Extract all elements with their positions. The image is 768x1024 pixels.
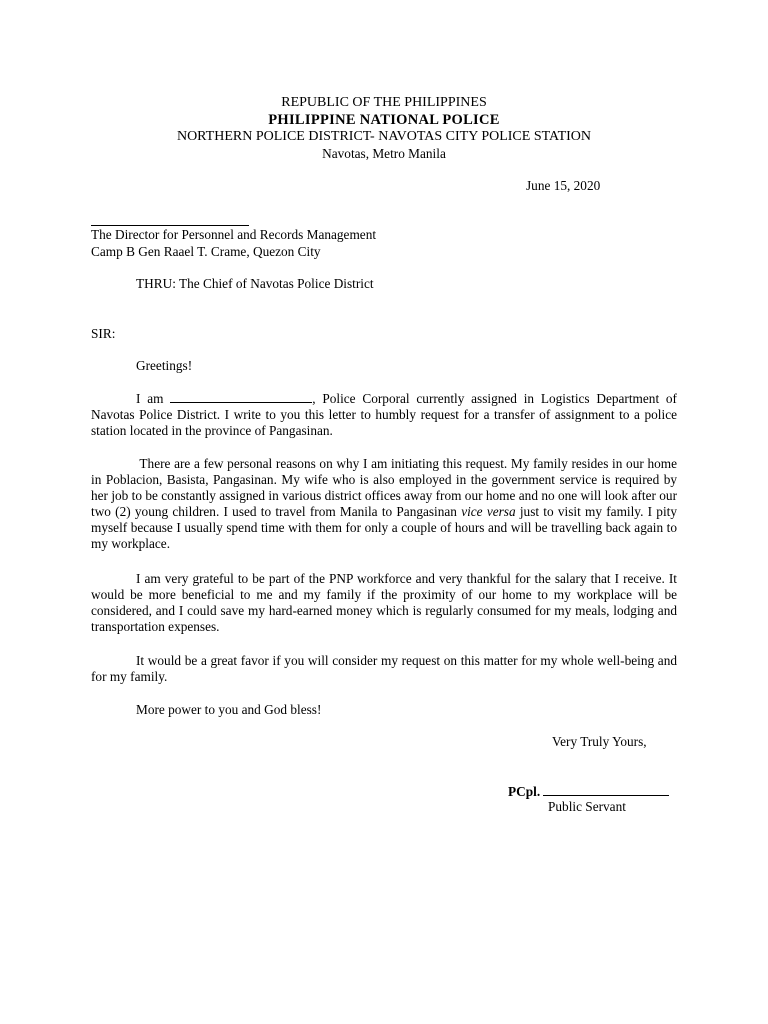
body-paragraph-4 <box>91 653 677 685</box>
closing-blessing: More power to you and God bless! <box>136 702 322 717</box>
letter-date: June 15, 2020 <box>526 178 601 193</box>
body-paragraph-3 <box>91 571 677 635</box>
body-paragraph-2 <box>91 456 677 552</box>
p2-start: There are a few personal reasons on why I am initiating this request. My family resides in our home in Poblacion, Basista, Pangasinan. My wife who is also employed in the government service is required by her job to be constantly assigned in various district offices away from our home and no one will look after our two (2) young children. I used to travel from Manila to Pangasinan <box>91 456 677 519</box>
signature-line <box>508 783 669 800</box>
signature-rank: PCpl. <box>508 784 541 799</box>
header-pnp: PHILIPPINE NATIONAL POLICE <box>268 112 500 128</box>
body-paragraph-1 <box>91 390 677 439</box>
header-republic: REPUBLIC OF THE PHILIPPINES <box>281 95 487 110</box>
closing-valediction: Very Truly Yours, <box>552 734 647 749</box>
p1-start: I am <box>136 391 171 406</box>
signature-name-blank <box>543 783 669 796</box>
addressee-title: The Director for Personnel and Records Management <box>91 227 377 242</box>
p2-italic: vice versa <box>461 504 516 519</box>
p4-text: It would be a great favor if you will consider my request on this matter for my whole well-being and for my family. <box>91 653 677 684</box>
p1-rest: , Police Corporal currently assigned in Logistics Department of Navotas Police District. I write to you this letter to humbly request for a transfer of assignment to a police station located in the province of Pangasinan. <box>91 391 677 438</box>
signature-title: Public Servant <box>548 799 626 814</box>
header-district: NORTHERN POLICE DISTRICT- NAVOTAS CITY POLICE STATION <box>176 129 592 144</box>
p2-end: just to visit my family. I pity myself because I usually spend time with them for only a couple of hours and will be travelling back again to my workplace. <box>91 504 677 551</box>
addressee-address: Camp B Gen Raael T. Crame, Quezon City <box>91 244 321 259</box>
addressee-name-blank <box>91 209 249 226</box>
thru-line: THRU: The Chief of Navotas Police District <box>136 276 374 291</box>
header-location: Navotas, Metro Manila <box>322 146 446 161</box>
p3-text: I am very grateful to be part of the PNP workforce and very thankful for the salary that I receive. It would be more beneficial to me and my family if the proximity of our home to my workplace will be considered, and I could save my hard-earned money which is regularly consumed for my meals, lodging and transportation expenses. <box>91 571 677 634</box>
salutation: SIR: <box>91 326 116 341</box>
greeting: Greetings! <box>136 358 193 373</box>
name-blank <box>170 390 312 403</box>
